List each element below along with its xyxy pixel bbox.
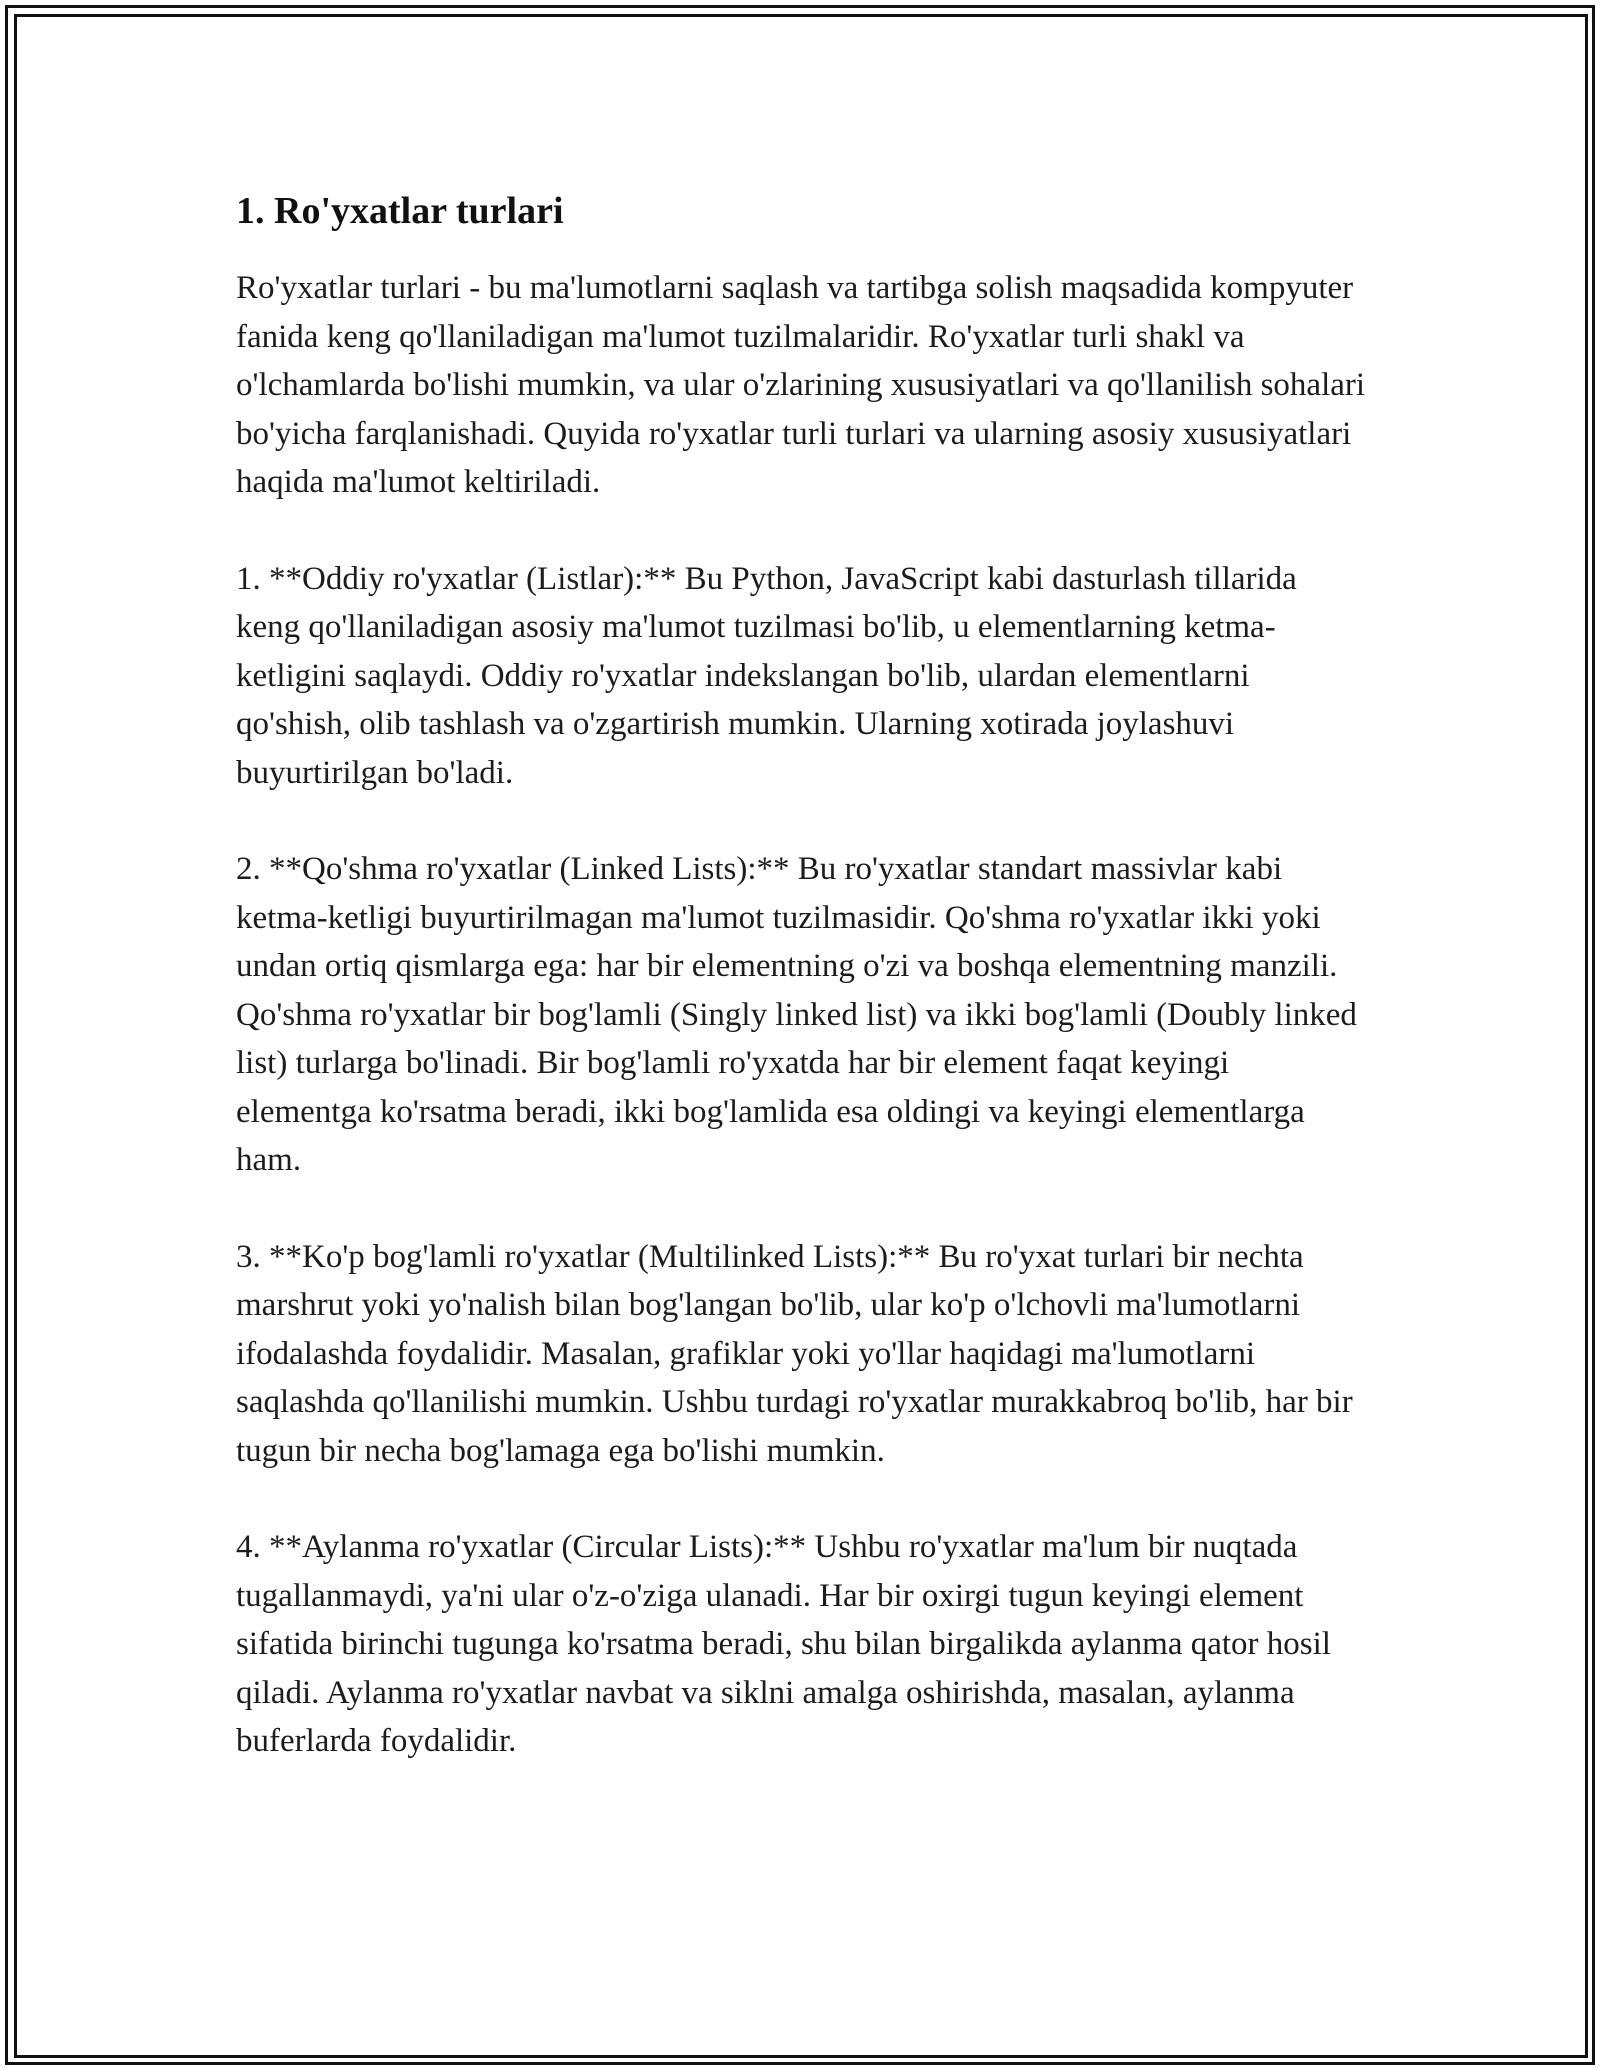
section-heading: 1. Ro'yxatlar turlari bbox=[236, 190, 564, 232]
list-item-linked-lists: 2. **Qo'shma ro'yxatlar (Linked Lists):** Bu ro'yxatlar standart massivlar kabi ketma-ketligi buyurtirilmagan ma'lumot tuzilmasidir. Qo'shma ro'yxatlar ikki yoki undan ortiq qismlarga ega: har bir elementning o'zi va boshqa elementning manzili. Qo'shma ro'yxatlar bir bog'lamli (Singly linked list) va ikki bog'lamli (Doubly linked list) turlarga bo'linadi. Bir bog'lamli ro'yxatda har bir element faqat keyingi elementga ko'rsatma beradi, ikki bog'lamlida esa oldingi va keyingi elementlarga ham. bbox=[236, 851, 1357, 1178]
intro-paragraph: Ro'yxatlar turlari - bu ma'lumotlarni saqlash va tartibga solish maqsadida kompyuter fanida keng qo'llaniladigan ma'lumot tuzilmalaridir. Ro'yxatlar turli shakl va o'lchamlarda bo'lishi mumkin, va ular o'zlarining xususiyatlari va qo'llanilish sohalari bo'yicha farqlanishadi. Quyida ro'yxatlar turli turlari va ularning asosiy xususiyatlari haqida ma'lumot keltiriladi. bbox=[236, 270, 1366, 500]
list-item-multilinked-lists: 3. **Ko'p bog'lamli ro'yxatlar (Multilinked Lists):** Bu ro'yxat turlari bir nechta marshrut yoki yo'nalish bilan bog'langan bo'lib, ular ko'p o'lchovli ma'lumotlarni ifodalashda foydalidir. Masalan, grafiklar yoki yo'llar haqidagi ma'lumotlarni saqlashda qo'llanilishi mumkin. Ushbu turdagi ro'yxatlar murakkabroq bo'lib, har bir tugun bir necha bog'lamaga ega bo'lishi mumkin. bbox=[236, 1238, 1353, 1469]
document-body bbox=[236, 186, 1366, 1814]
list-item-circular-lists: 4. **Aylanma ro'yxatlar (Circular Lists):** Ushbu ro'yxatlar ma'lum bir nuqtada tugallanmaydi, ya'ni ular o'z-o'ziga ulanadi. Har bir oxirgi tugun keyingi element sifatida birinchi tugunga ko'rsatma beradi, shu bilan birgalikda aylanma qator hosil qiladi. Aylanma ro'yxatlar navbat va siklni amalga oshirishda, masalan, aylanma buferlarda foydalidir. bbox=[236, 1529, 1331, 1759]
list-item-simple-lists: 1. **Oddiy ro'yxatlar (Listlar):** Bu Python, JavaScript kabi dasturlash tillarida keng qo'llaniladigan asosiy ma'lumot tuzilmasi bo'lib, u elementlarning ketma-ketligini saqlaydi. Oddiy ro'yxatlar indekslangan bo'lib, ulardan elementlarni qo'shish, olib tashlash va o'zgartirish mumkin. Ularning xotirada joylashuvi buyurtirilgan bo'ladi. bbox=[236, 560, 1297, 791]
